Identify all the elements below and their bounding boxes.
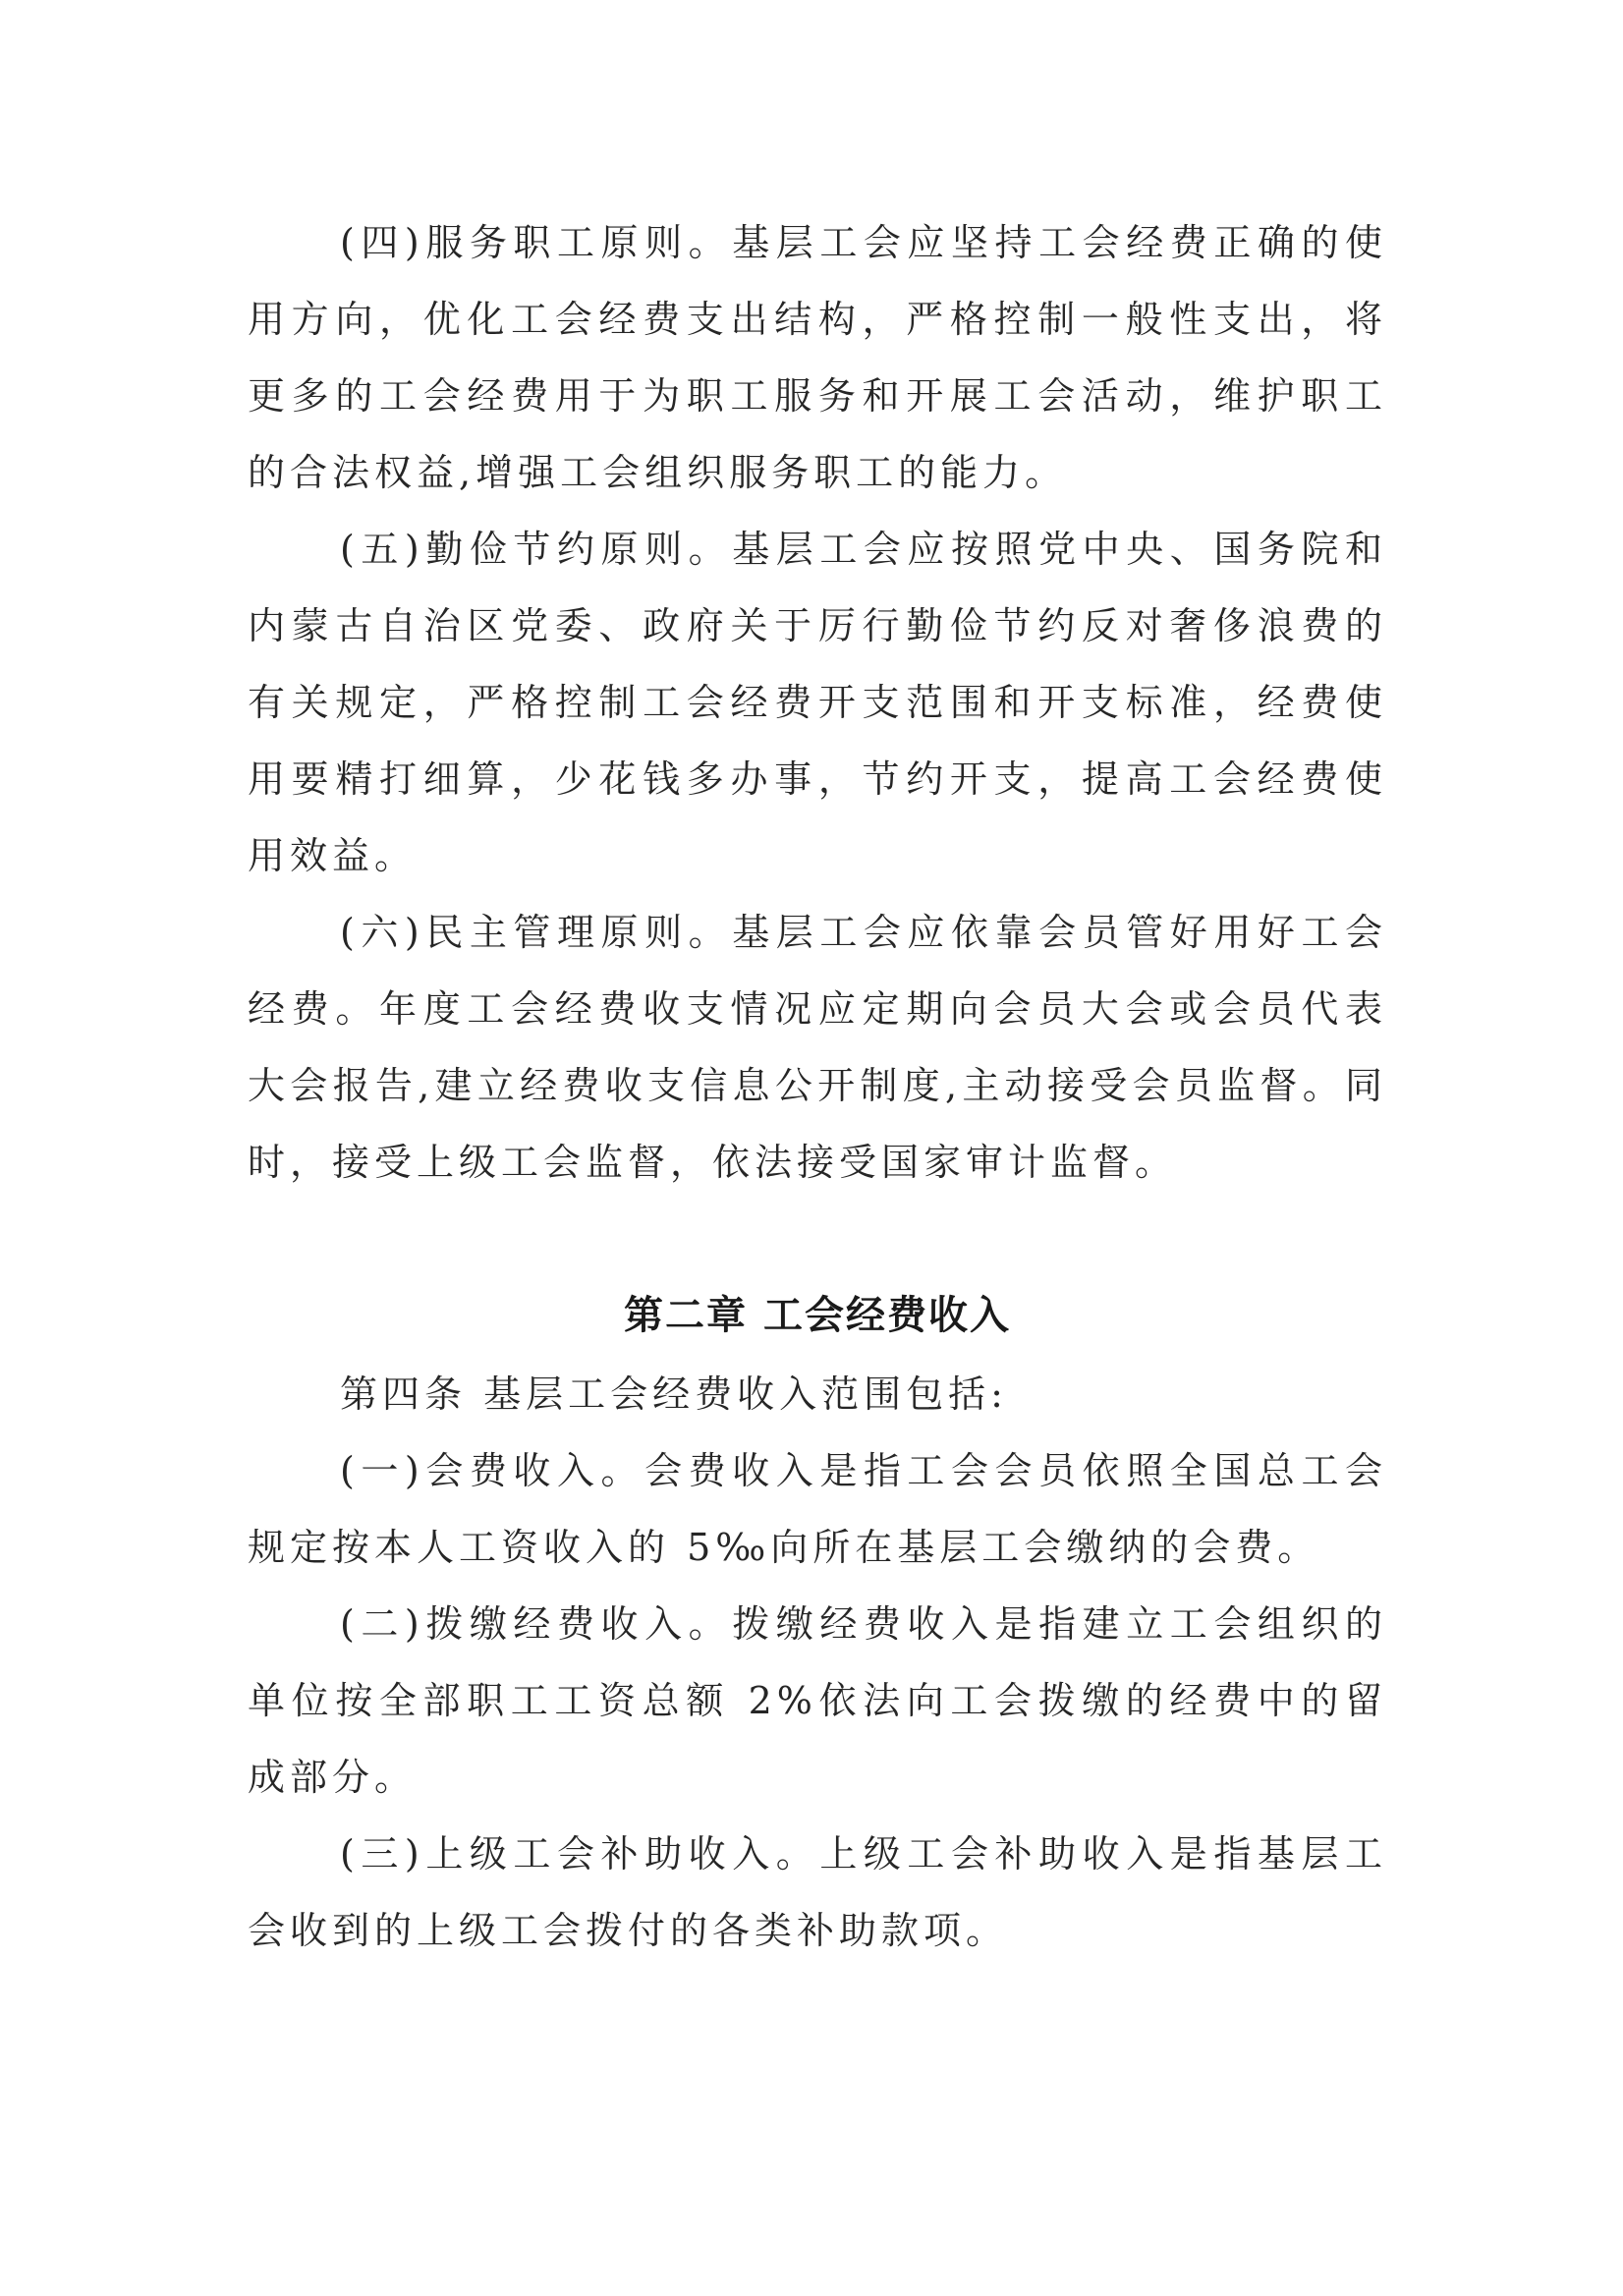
item-allocated-funds: (二)拨缴经费收入。拨缴经费收入是指建立工会组织的单位按全部职工工资总额 2%依法向工会拨缴的经费中的留成部分。 [248,1602,1387,1799]
paragraph-service-principle: (四)服务职工原则。基层工会应坚持工会经费正确的使用方向，优化工会经费支出结构，严格控制一般性支出，将更多的工会经费用于为职工服务和开展工会活动，维护职工的合法权益,增强工会组织服务职工的能力。 [248,221,1387,494]
paragraph-democratic-management-principle: (六)民主管理原则。基层工会应依靠会员管好用好工会经费。年度工会经费收支情况应定期向会员大会或会员代表大会报告,建立经费收支信息公开制度,主动接受会员监督。同时，接受上级工会监督，依法接受国家审计监督。 [248,911,1387,1184]
paragraph-frugality-principle: (五)勤俭节约原则。基层工会应按照党中央、国务院和内蒙古自治区党委、政府关于厉行勤俭节约反对奢侈浪费的有关规定，严格控制工会经费开支范围和开支标准，经费使用要精打细算，少花钱多办事，节约开支，提高工会经费使用效益。 [248,528,1387,877]
item-higher-union-subsidy: (三)上级工会补助收入。上级工会补助收入是指基层工会收到的上级工会拨付的各类补助款项。 [248,1832,1387,1952]
item-membership-dues: (一)会费收入。会费收入是指工会会员依照全国总工会规定按本人工资收入的 5‰向所在基层工会缴纳的会费。 [248,1449,1387,1569]
chapter-title: 第二章 工会经费收入 [624,1293,1011,1338]
article-four: 第四条 基层工会经费收入范围包括: [340,1372,1008,1416]
